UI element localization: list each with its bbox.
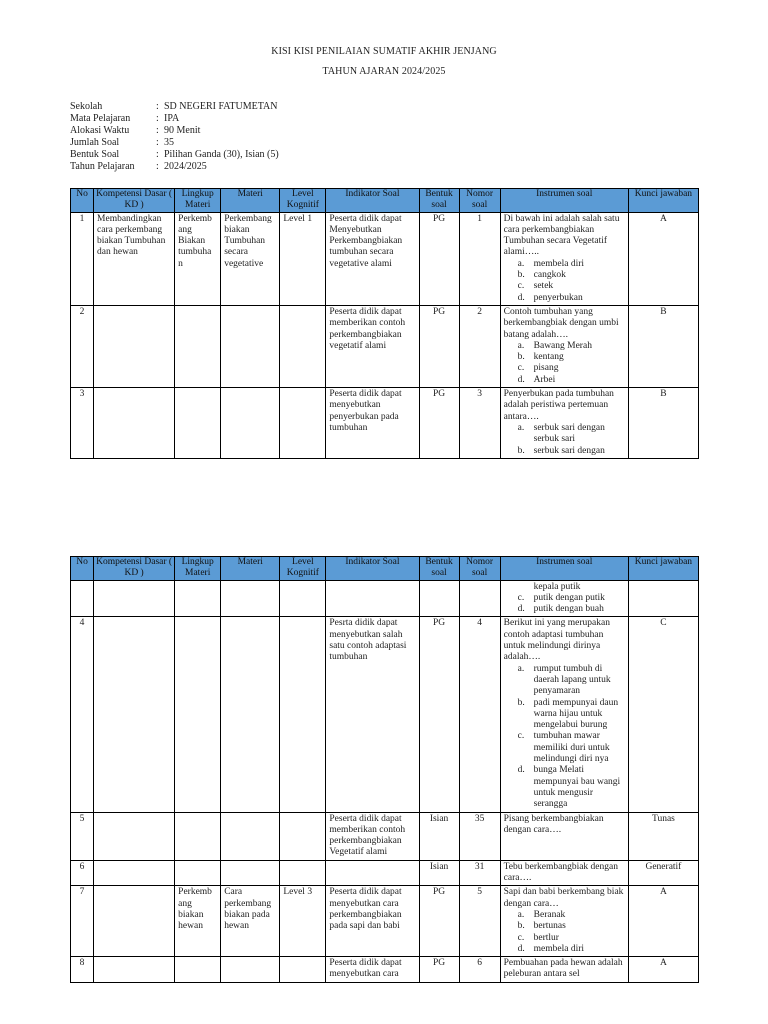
- cell-indikator-soal: Pesrta didik dapat menyebutkan salah satu contoh adaptasi tumbuhan: [326, 617, 419, 812]
- cell-lingkup-materi: Perkemb ang biakan hewan: [175, 886, 221, 957]
- answer-option: a. membela diri: [534, 259, 625, 270]
- header-kunci-jawaban: Kunci jawaban: [628, 557, 698, 581]
- document-subtitle: TAHUN AJARAN 2024/2025: [322, 66, 446, 77]
- cell-kompetensi-dasar: [94, 860, 175, 886]
- cell-nomor-soal: 5: [459, 886, 500, 957]
- cell-kompetensi-dasar: [94, 305, 175, 387]
- header-kompetensi-dasar: Kompetensi Dasar ( KD ): [94, 189, 175, 213]
- question-text: Di bawah ini adalah salah satu cara perkembangbiakan Tumbuhan secara Vegetatif alami…..: [503, 213, 620, 258]
- answer-option: a. Bawang Merah: [534, 341, 625, 352]
- table-row: [71, 580, 699, 617]
- info-row-mata-pelajaran: [70, 113, 279, 125]
- cell-no: 2: [71, 305, 94, 387]
- cell-indikator-soal: Peserta didik dapat memberikan contoh perkembangbiakan vegetatif alami: [326, 305, 419, 387]
- info-value: 2024/2025: [164, 161, 207, 172]
- answer-option: c. bertlur: [534, 933, 625, 944]
- cell-instrumen-soal: [500, 886, 628, 957]
- cell-kunci-jawaban: C: [628, 617, 698, 812]
- table-row: [71, 305, 699, 387]
- answer-options: [504, 423, 625, 457]
- table-header: [71, 557, 699, 581]
- answer-option: kepala putik: [533, 581, 581, 592]
- info-row-alokasi-waktu: [70, 125, 279, 137]
- info-value: 35: [164, 137, 174, 148]
- info-label: Mata Pelajaran: [70, 113, 131, 124]
- cell-materi: [221, 305, 280, 387]
- cell-kunci-jawaban: Generatif: [628, 860, 698, 886]
- info-row-jumlah-soal: [70, 137, 279, 149]
- cell-kunci-jawaban: B: [628, 388, 698, 459]
- cell-kompetensi-dasar: [94, 957, 175, 983]
- cell-indikator-soal: Peserta didik dapat menyebutkan cara perkembangbiakan pada sapi dan babi: [326, 886, 419, 957]
- info-label: Jumlah Soal: [70, 137, 120, 148]
- cell-indikator-soal: [326, 580, 419, 617]
- cell-kunci-jawaban: A: [628, 212, 698, 305]
- answer-options: [504, 664, 625, 811]
- header-materi: Materi: [221, 557, 280, 581]
- table-row: [71, 212, 699, 305]
- cell-no: 7: [71, 886, 94, 957]
- table-row: [71, 957, 699, 983]
- cell-kompetensi-dasar: [94, 388, 175, 459]
- cell-no: [71, 580, 94, 617]
- cell-nomor-soal: 6: [459, 957, 500, 983]
- answer-option: c. setek: [534, 281, 625, 292]
- table-header: [71, 189, 699, 213]
- cell-no: 5: [71, 812, 94, 860]
- answer-options: [504, 582, 625, 616]
- cell-materi: [221, 617, 280, 812]
- answer-option: b. cangkok: [534, 270, 625, 281]
- cell-instrumen-soal: [500, 617, 628, 812]
- cell-no: 6: [71, 860, 94, 886]
- info-row-bentuk-soal: [70, 149, 279, 161]
- table-row: [71, 388, 699, 459]
- header-lingkup-materi: Lingkup Materi: [175, 557, 221, 581]
- cell-level-kognitif: [280, 305, 326, 387]
- cell-lingkup-materi: [175, 617, 221, 812]
- cell-nomor-soal: [459, 580, 500, 617]
- table-row: [71, 886, 699, 957]
- info-separator: :: [156, 125, 159, 136]
- answer-options: [504, 341, 625, 386]
- info-separator: :: [156, 113, 159, 124]
- info-row-tahun-pelajaran: [70, 161, 279, 173]
- info-value: SD NEGERI FATUMETAN: [164, 101, 278, 112]
- answer-option: d. penyerbukan: [534, 293, 625, 304]
- answer-option: d. putik dengan buah: [534, 604, 625, 615]
- question-text: Contoh tumbuhan yang berkembangbiak dengan umbi batang adalah….: [503, 306, 619, 340]
- cell-materi: Perkembang biakan Tumbuhan secara vegetative: [221, 212, 280, 305]
- cell-indikator-soal: Peserta didik dapat memberikan contoh perkembangbiakan Vegetatif alami: [326, 812, 419, 860]
- cell-kompetensi-dasar: [94, 617, 175, 812]
- answer-option: a. Beranak: [534, 910, 625, 921]
- table-row: [71, 812, 699, 860]
- cell-instrumen-soal: [500, 388, 628, 459]
- cell-level-kognitif: Level 1: [280, 212, 326, 305]
- cell-instrumen-soal: [500, 957, 628, 983]
- cell-level-kognitif: [280, 617, 326, 812]
- table-body: [71, 580, 699, 982]
- cell-nomor-soal: 35: [459, 812, 500, 860]
- cell-bentuk-soal: Isian: [419, 812, 459, 860]
- cell-bentuk-soal: Isian: [419, 860, 459, 886]
- question-text: Pembuahan pada hewan adalah peleburan antara sel: [503, 958, 623, 980]
- cell-lingkup-materi: [175, 812, 221, 860]
- info-label: Tahun Pelajaran: [70, 161, 135, 172]
- answer-option: b. bertunas: [534, 921, 625, 932]
- info-separator: :: [156, 161, 159, 172]
- cell-level-kognitif: [280, 860, 326, 886]
- answer-option: a. serbuk sari dengan serbuk sari: [534, 423, 625, 446]
- kisi-table-page-1: [70, 188, 699, 459]
- answer-option: c. tumbuhan mawar memiliki duri untuk melindungi diri nya: [534, 731, 625, 765]
- info-label: Alokasi Waktu: [70, 125, 130, 136]
- cell-bentuk-soal: PG: [419, 617, 459, 812]
- table-row: [71, 860, 699, 886]
- header-materi: Materi: [221, 189, 280, 213]
- cell-lingkup-materi: [175, 388, 221, 459]
- cell-bentuk-soal: PG: [419, 957, 459, 983]
- answer-option: b. padi mempunyai daun warna hijau untuk mengelabui burung: [534, 698, 625, 732]
- cell-bentuk-soal: PG: [419, 886, 459, 957]
- cell-bentuk-soal: [419, 580, 459, 617]
- cell-nomor-soal: 2: [459, 305, 500, 387]
- header-kompetensi-dasar: Kompetensi Dasar ( KD ): [94, 557, 175, 581]
- info-value: IPA: [164, 113, 180, 124]
- cell-kompetensi-dasar: [94, 886, 175, 957]
- cell-level-kognitif: [280, 957, 326, 983]
- info-separator: :: [156, 137, 159, 148]
- cell-kunci-jawaban: [628, 580, 698, 617]
- question-text: Tebu berkembangbiak dengan cara….: [503, 861, 618, 884]
- document-title: KISI KISI PENILAIAN SUMATIF AKHIR JENJANG: [271, 46, 497, 57]
- cell-instrumen-soal: [500, 812, 628, 860]
- cell-level-kognitif: Level 3: [280, 886, 326, 957]
- cell-materi: [221, 860, 280, 886]
- header-instrumen-soal: Instrumen soal: [500, 557, 628, 581]
- cell-no: 4: [71, 617, 94, 812]
- info-value: Pilihan Ganda (30), Isian (5): [164, 149, 279, 160]
- cell-bentuk-soal: PG: [419, 388, 459, 459]
- info-label: Sekolah: [70, 101, 103, 112]
- cell-kunci-jawaban: Tunas: [628, 812, 698, 860]
- cell-materi: [221, 388, 280, 459]
- cell-kunci-jawaban: B: [628, 305, 698, 387]
- cell-indikator-soal: [326, 860, 419, 886]
- answer-option: d. Arbei: [534, 375, 625, 386]
- header-no: No: [71, 557, 94, 581]
- cell-bentuk-soal: PG: [419, 212, 459, 305]
- cell-no: 3: [71, 388, 94, 459]
- header-bentuk-soal: Bentuk soal: [419, 189, 459, 213]
- cell-lingkup-materi: [175, 580, 221, 617]
- school-info: [70, 101, 279, 173]
- cell-instrumen-soal: [500, 580, 628, 617]
- cell-lingkup-materi: Perkemb ang Biakan tumbuha n: [175, 212, 221, 305]
- cell-level-kognitif: [280, 812, 326, 860]
- answer-option: b. kentang: [534, 352, 625, 363]
- cell-instrumen-soal: [500, 860, 628, 886]
- cell-materi: [221, 580, 280, 617]
- info-label: Bentuk Soal: [70, 149, 120, 160]
- answer-option: a. rumput tumbuh di daerah lapang untuk penyamaran: [534, 664, 625, 698]
- cell-indikator-soal: Peserta didik dapat Menyebutkan Perkembangbiakan tumbuhan secara vegetative alami: [326, 212, 419, 305]
- cell-level-kognitif: [280, 580, 326, 617]
- cell-kompetensi-dasar: [94, 812, 175, 860]
- cell-bentuk-soal: PG: [419, 305, 459, 387]
- cell-materi: [221, 957, 280, 983]
- question-text: Sapi dan babi berkembang biak dengan cara…: [503, 887, 624, 909]
- cell-lingkup-materi: [175, 860, 221, 886]
- header-instrumen-soal: Instrumen soal: [500, 189, 628, 213]
- cell-kompetensi-dasar: [94, 580, 175, 617]
- cell-nomor-soal: 31: [459, 860, 500, 886]
- question-text: Berikut ini yang merupakan contoh adaptasi tumbuhan untuk melindungi dirinya adalah….: [503, 618, 610, 663]
- cell-indikator-soal: Peserta didik dapat menyebutkan penyerbukan pada tumbuhan: [326, 388, 419, 459]
- table-body: [71, 212, 699, 458]
- answer-option: c. putik dengan putik: [534, 593, 625, 604]
- question-text: Pisang berkembangbiakan dengan cara….: [503, 813, 604, 835]
- cell-kunci-jawaban: A: [628, 957, 698, 983]
- header-level-kognitif: Level Kognitif: [280, 189, 326, 213]
- cell-no: 1: [71, 212, 94, 305]
- header-no: No: [71, 189, 94, 213]
- cell-nomor-soal: 1: [459, 212, 500, 305]
- cell-lingkup-materi: [175, 957, 221, 983]
- cell-nomor-soal: 3: [459, 388, 500, 459]
- answer-options: [504, 259, 625, 304]
- cell-nomor-soal: 4: [459, 617, 500, 812]
- kisi-table-page-2: [70, 556, 699, 983]
- answer-options: [504, 910, 625, 955]
- cell-lingkup-materi: [175, 305, 221, 387]
- cell-materi: [221, 812, 280, 860]
- cell-instrumen-soal: [500, 212, 628, 305]
- cell-instrumen-soal: [500, 305, 628, 387]
- header-lingkup-materi: Lingkup Materi: [175, 189, 221, 213]
- header-kunci-jawaban: Kunci jawaban: [628, 189, 698, 213]
- cell-level-kognitif: [280, 388, 326, 459]
- info-separator: :: [156, 101, 159, 112]
- header-level-kognitif: Level Kognitif: [280, 557, 326, 581]
- info-value: 90 Menit: [164, 125, 201, 136]
- cell-kompetensi-dasar: Membandingkan cara perkembang biakan Tumbuhan dan hewan: [94, 212, 175, 305]
- cell-indikator-soal: Peserta didik dapat menyebutkan cara: [326, 957, 419, 983]
- answer-option: c. pisang: [534, 363, 625, 374]
- question-text: Penyerbukan pada tumbuhan adalah peristiwa pertemuan antara….: [503, 389, 614, 422]
- answer-option: d. membela diri: [534, 944, 625, 955]
- header-nomor-soal: Nomor soal: [459, 557, 500, 581]
- table-row: [71, 617, 699, 812]
- header-indikator-soal: Indikator Soal: [326, 189, 419, 213]
- cell-kunci-jawaban: A: [628, 886, 698, 957]
- answer-option: b. serbuk sari dengan: [534, 446, 625, 457]
- info-separator: :: [156, 149, 159, 160]
- info-row-sekolah: [70, 101, 279, 113]
- header-indikator-soal: Indikator Soal: [326, 557, 419, 581]
- answer-option: d. bunga Melati mempunyai bau wangi untuk mengusir serangga: [534, 765, 625, 810]
- cell-no: 8: [71, 957, 94, 983]
- cell-materi: Cara perkembang biakan pada hewan: [221, 886, 280, 957]
- header-bentuk-soal: Bentuk soal: [419, 557, 459, 581]
- header-nomor-soal: Nomor soal: [459, 189, 500, 213]
